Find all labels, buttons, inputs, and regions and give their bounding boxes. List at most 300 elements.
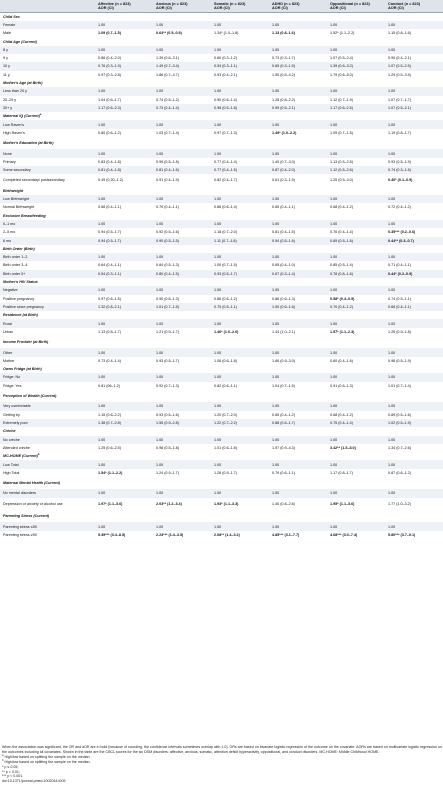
value-cell: 3.42** (1.5–8.0): [327, 444, 385, 452]
table-row: [0, 129, 443, 137]
section-label: Birth Order (Birth): [0, 245, 443, 253]
footnote-a: $^a$ High/low based on splitting the sample on the median.: [2, 754, 91, 760]
table-row: [0, 489, 443, 497]
value-cell: 0.68 (0.4–1.2): [327, 411, 385, 419]
value-cell: 0.90 (0.5–1.5): [153, 237, 211, 245]
value-cell: 1.40 (0.8–2.6): [269, 498, 327, 510]
value-cell: 0.44* (0.2–0.9): [385, 270, 443, 278]
value-cell: 0.93 (0.5–1.6): [153, 411, 211, 419]
value-cell: 1.44 (1.0–2.1): [269, 328, 327, 336]
row-label: Getting by: [0, 411, 95, 419]
value-cell: 0.65 (0.4–1.0): [269, 261, 327, 269]
value-cell: 0.99 (0.5–2.1): [269, 104, 327, 112]
row-label: No mental disorders: [0, 489, 95, 497]
value-cell: 1.00: [153, 286, 211, 294]
value-cell: 1.49 (0.7–3.4): [153, 62, 211, 70]
value-cell: 1.00: [95, 46, 153, 54]
section-header: [0, 187, 443, 195]
table-row: [0, 158, 443, 166]
row-label: Less than 20 y: [0, 87, 95, 95]
row-label: Depression or anxiety or alcohol use: [0, 498, 95, 510]
table-row: [0, 253, 443, 261]
row-label: High Raven's: [0, 129, 95, 137]
value-cell: 0.65 (0.4–1.1): [269, 203, 327, 211]
value-cell: 0.91 (0.4–1.9): [153, 174, 211, 186]
value-cell: 1.26 (0.9–1.7): [211, 469, 269, 477]
value-cell: 0.84 (0.5–1.3): [153, 261, 211, 269]
value-cell: 1.00: [327, 149, 385, 157]
value-cell: 1.00 (0.7–1.5): [211, 261, 269, 269]
row-label: Low Birthweight: [0, 195, 95, 203]
row-label: Male: [0, 29, 95, 37]
value-cell: 0.68 (0.4–1.1): [385, 303, 443, 311]
value-cell: 0.73 (0.3–1.7): [269, 54, 327, 62]
value-cell: 0.70 (0.4–1.2): [327, 303, 385, 311]
value-cell: 1.00: [385, 522, 443, 530]
value-cell: 0.86 (0.6–1.2): [211, 295, 269, 303]
value-cell: 1.00: [153, 436, 211, 444]
value-cell: 0.81 (0.4–1.8): [95, 166, 153, 174]
value-cell: 1.00: [385, 21, 443, 29]
value-cell: 1.04 (0.7–1.5): [269, 382, 327, 390]
value-cell: 1.00: [211, 21, 269, 29]
value-cell: 0.93 (0.4–2.1): [211, 71, 269, 79]
table-row: [0, 237, 443, 245]
doi-text: doi:10.1371/journal.pmed.1002044.t005: [2, 778, 66, 783]
value-cell: 1.11 (0.7–1.8): [211, 237, 269, 245]
value-cell: 1.00: [211, 195, 269, 203]
value-cell: 1.00: [385, 253, 443, 261]
value-cell: 0.83 (0.4–1.8): [95, 158, 153, 166]
table-row: [0, 228, 443, 236]
value-cell: 0.73 (0.4–1.4): [95, 357, 153, 365]
value-cell: 0.60 (0.3–1.2): [211, 54, 269, 62]
value-cell: 1.00: [211, 253, 269, 261]
value-cell: 1.19 (0.8–1.7): [385, 129, 443, 137]
value-cell: 0.99 (0.5–1.8): [153, 158, 211, 166]
value-cell: 1.17 (0.8–1.7): [327, 469, 385, 477]
value-cell: 1.00: [211, 489, 269, 497]
value-cell: 1.26 (0.9–1.8): [385, 328, 443, 336]
value-cell: 1.00: [211, 286, 269, 294]
value-cell: 0.76 (0.4–1.4): [327, 228, 385, 236]
table-row: [0, 531, 443, 539]
value-cell: 0.91 (0.6–1.3): [327, 382, 385, 390]
row-label: Completed secondary/ postsecondary: [0, 174, 95, 186]
value-cell: 1.00: [95, 220, 153, 228]
value-cell: 0.61 (0.3–1.5): [269, 174, 327, 186]
value-cell: 1.00: [327, 120, 385, 128]
footnote-b: $^b$ High/low based on splitting the sample on the median.: [2, 758, 91, 765]
value-cell: 1.00: [269, 286, 327, 294]
row-label: Fridge: Yes: [0, 382, 95, 390]
value-cell: 1.00: [327, 253, 385, 261]
value-cell: 1.01 (0.7–1.4): [385, 382, 443, 390]
value-cell: 1.00: [95, 195, 153, 203]
footnote-main: When the association was significant, the OR and aOR are in bold (because of rounding, the confidence intervals sometimes overlap with 1.0). ORs are based on bivariate logistic regression of the outcome on the covariate. AORs are based on multivariate logistic regression on the outcomes including all covariates. Shown in the table are the CBCL scores for the six DSM disorders: affective, anxious, somatic, attention deficit hyperactivity, oppositional, and conduct disorders. MC-HOME: Middle Childhood HOME.: [2, 745, 442, 754]
value-cell: 1.00: [385, 373, 443, 381]
table-row: [0, 71, 443, 79]
value-cell: 0.75 (0.5–1.1): [211, 303, 269, 311]
table-row: [0, 104, 443, 112]
table-row: [0, 29, 443, 37]
table-row: [0, 261, 443, 269]
value-cell: 0.81 (06–1.2): [95, 382, 153, 390]
row-label: Extremely poor: [0, 419, 95, 427]
value-cell: 1.00: [95, 402, 153, 410]
table-row: [0, 174, 443, 186]
value-cell: 0.94 (0.5–1.7): [95, 237, 153, 245]
table-row: [0, 286, 443, 294]
value-cell: 1.00: [327, 348, 385, 356]
table-row: [0, 469, 443, 477]
value-cell: 1.00: [95, 373, 153, 381]
value-cell: 0.58* (0.4–0.9): [327, 295, 385, 303]
row-label: No crèche: [0, 436, 95, 444]
value-cell: 1.00: [153, 489, 211, 497]
table-row: [0, 96, 443, 104]
value-cell: 1.00: [95, 436, 153, 444]
row-label: High Total: [0, 469, 95, 477]
value-cell: 0.94 (0.5–1.6): [269, 237, 327, 245]
value-cell: 1.15 (0.6–2.2): [95, 411, 153, 419]
value-cell: 1.12 (0.7–1.9): [327, 96, 385, 104]
value-cell: 1.00: [327, 319, 385, 327]
section-label: Maternal Mental Health (Current): [0, 477, 443, 489]
section-header: [0, 427, 443, 435]
value-cell: 0.81 (0.4–1.5): [269, 228, 327, 236]
table-row: [0, 62, 443, 70]
value-cell: 1.04 (0.6–1.7): [95, 96, 153, 104]
row-label: 2–5 mo: [0, 228, 95, 236]
value-cell: 1.00: [95, 460, 153, 468]
value-cell: 1.00: [211, 220, 269, 228]
row-label: Mother: [0, 357, 95, 365]
value-cell: 1.40 (0.7–3.0): [269, 158, 327, 166]
value-cell: 1.00: [327, 436, 385, 444]
header-cell-5: Oppositional (n = 823) AOR (CI): [327, 0, 385, 12]
value-cell: 1.12 (0.5–2.6): [327, 166, 385, 174]
value-cell: 1.00: [211, 87, 269, 95]
value-cell: 0.40* (0.1–0.9): [385, 174, 443, 186]
table-row: [0, 419, 443, 427]
value-cell: 0.80 (0.6–1.2): [95, 129, 153, 137]
value-cell: 1.32 (0.8–2.1): [95, 303, 153, 311]
value-cell: 1.00: [95, 319, 153, 327]
section-header: [0, 336, 443, 348]
value-cell: 1.00: [269, 460, 327, 468]
table-row: [0, 87, 443, 95]
value-cell: 0.66 (0.4–1.1): [95, 203, 153, 211]
row-label: 10 y: [0, 62, 95, 70]
value-cell: 0.90 (0.6–1.4): [211, 96, 269, 104]
value-cell: 1.93* (1.1–3.3): [211, 498, 269, 510]
value-cell: 1.00: [211, 348, 269, 356]
row-label: Attended crèche: [0, 444, 95, 452]
value-cell: 1.00: [153, 373, 211, 381]
value-cell: 0.75 (0.4–1.4): [327, 419, 385, 427]
value-cell: 1.49* (1.0–2.2): [269, 129, 327, 137]
value-cell: 1.00: [269, 348, 327, 356]
table-row: [0, 382, 443, 390]
table-row: [0, 444, 443, 452]
value-cell: 0.82 (0.6–1.1): [211, 382, 269, 390]
row-label: 6 mo: [0, 237, 95, 245]
value-cell: 1.95* (1.1–3.6): [327, 498, 385, 510]
value-cell: 0.87 (0.6–1.2): [385, 469, 443, 477]
section-label: Perception of Wealth (Current): [0, 390, 443, 402]
value-cell: 1.17 (0.6–2.5): [327, 104, 385, 112]
value-cell: 0.93 (0.5–1.7): [153, 357, 211, 365]
row-label: Birth order 1–2: [0, 253, 95, 261]
value-cell: 0.86 (0.4–2.0): [95, 54, 153, 62]
value-cell: 0.74 (0.3–1.6): [385, 166, 443, 174]
value-cell: 0.97 (0.3–2.8): [95, 71, 153, 79]
value-cell: 1.00: [153, 522, 211, 530]
row-label: 11 y: [0, 71, 95, 79]
value-cell: 1.00: [211, 522, 269, 530]
section-label: Child Sex: [0, 12, 443, 21]
value-cell: 1.13 (0.8–1.6): [269, 29, 327, 37]
value-cell: 1.00: [95, 253, 153, 261]
row-label: Positive since pregnancy: [0, 303, 95, 311]
value-cell: 1.00: [153, 348, 211, 356]
footnote-p3: *** p < 0.001.: [2, 774, 24, 779]
value-cell: 1.00: [269, 522, 327, 530]
value-cell: 1.00: [153, 149, 211, 157]
section-header: [0, 212, 443, 220]
value-cell: 0.88 (0.6–1.4): [211, 203, 269, 211]
value-cell: 1.00: [269, 373, 327, 381]
value-cell: 0.93 (0.5–1.7): [211, 270, 269, 278]
table-row: [0, 21, 443, 29]
value-cell: 1.00: [327, 402, 385, 410]
row-label: 8 y: [0, 46, 95, 54]
value-cell: 1.00: [385, 149, 443, 157]
value-cell: 0.65 (0.3–1.5): [269, 62, 327, 70]
value-cell: 0.90 (0.6–1.3): [153, 295, 211, 303]
value-cell: 1.00: [153, 21, 211, 29]
value-cell: 1.00: [95, 286, 153, 294]
table-footnotes: [0, 745, 443, 784]
row-label: Very comfortable: [0, 402, 95, 410]
value-cell: 1.39 (0.6–3.2): [327, 62, 385, 70]
header-cell-1: Affective (n = 823) AOR (CI): [95, 0, 153, 12]
value-cell: 0.89 (0.5–1.6): [327, 237, 385, 245]
section-header: [0, 390, 443, 402]
section-label: Mother's Education (at Birth): [0, 137, 443, 149]
value-cell: 1.24 (0.9–1.7): [153, 469, 211, 477]
value-cell: 1.00: [385, 46, 443, 54]
value-cell: 1.20 (0.7–2.0): [211, 411, 269, 419]
value-cell: 1.00: [211, 373, 269, 381]
table-row: [0, 149, 443, 157]
table-row: [0, 522, 443, 530]
row-label: 30+ y: [0, 104, 95, 112]
value-cell: 1.77 (1.0–3.2): [385, 498, 443, 510]
value-cell: 0.89 (0.5–1.6): [385, 411, 443, 419]
value-cell: 0.88 (0.5–1.7): [269, 419, 327, 427]
section-header: [0, 278, 443, 286]
value-cell: 0.98 (0.5–1.9): [385, 357, 443, 365]
section-header: [0, 311, 443, 319]
row-label: Other: [0, 348, 95, 356]
section-header: [0, 452, 443, 460]
value-cell: 0.44** (0.3–0.7): [385, 237, 443, 245]
value-cell: 0.81 (0.4–1.6): [153, 166, 211, 174]
value-cell: 1.34* (1.0–1.8): [211, 29, 269, 37]
value-cell: 1.01 (0.7–1.5): [153, 303, 211, 311]
value-cell: 1.07 (0.5–2.5): [385, 62, 443, 70]
row-label: Urban: [0, 328, 95, 336]
value-cell: 0.74 (0.5–1.1): [385, 295, 443, 303]
value-cell: 1.00: [153, 87, 211, 95]
value-cell: 1.97 (0.9–4.3): [269, 444, 327, 452]
value-cell: 0.74 (0.5–1.2): [153, 96, 211, 104]
value-cell: 1.21 (0.9–1.7): [153, 328, 211, 336]
value-cell: 1.00: [327, 195, 385, 203]
value-cell: 1.00: [95, 149, 153, 157]
value-cell: 4.68*** (3.0–7.4): [327, 531, 385, 539]
value-cell: 1.00: [153, 460, 211, 468]
value-cell: 1.00: [327, 522, 385, 530]
value-cell: 0.90 (0.4–2.1): [385, 54, 443, 62]
row-label: 20–29 y: [0, 96, 95, 104]
value-cell: 1.79 (0.6–5.0): [327, 71, 385, 79]
value-cell: 1.13 (0.5–2.5): [327, 158, 385, 166]
header-cell-variable: [0, 0, 95, 12]
value-cell: 0.77 (0.4–1.4): [211, 158, 269, 166]
row-label: Female: [0, 21, 95, 29]
table-row: [0, 348, 443, 356]
value-cell: 1.00: [327, 220, 385, 228]
section-header: [0, 112, 443, 120]
value-cell: 1.03 (0.7–1.4): [153, 129, 211, 137]
value-cell: 1.25 (0.5–3.0): [327, 174, 385, 186]
table-row: [0, 220, 443, 228]
value-cell: 1.07 (0.7–1.7): [385, 96, 443, 104]
value-cell: 1.00: [385, 460, 443, 468]
table-row: [0, 166, 443, 174]
value-cell: 1.00: [269, 195, 327, 203]
table-row: [0, 498, 443, 510]
footnote-p1: * p ≤ 0.05;: [2, 764, 19, 769]
row-label: Birth order 5+: [0, 270, 95, 278]
value-cell: 1.00: [269, 87, 327, 95]
value-cell: 1.00: [327, 46, 385, 54]
section-label: Parenting Stress (Current): [0, 510, 443, 522]
table-row: [0, 303, 443, 311]
value-cell: 0.73 (0.4–1.4): [153, 104, 211, 112]
header-cell-6: Conduct (n = 823) AOR (CI): [385, 0, 443, 12]
value-cell: 1.13 (0.8–1.7): [95, 328, 153, 336]
header-cell-3: Somatic (n = 823) AOR (CI): [211, 0, 269, 12]
value-cell: 1.00: [385, 220, 443, 228]
value-cell: 1.97* (1.1–3.6): [95, 498, 153, 510]
row-label: Normal Birthweight: [0, 203, 95, 211]
value-cell: 0.77 (0.4–1.5): [211, 166, 269, 174]
value-cell: 1.18 (0.7–2.0): [211, 228, 269, 236]
row-label: Low Raven's: [0, 120, 95, 128]
value-cell: 0.54 (0.3–1.1): [95, 270, 153, 278]
value-cell: 1.00: [269, 220, 327, 228]
section-label: MC-HOME (Current)$^b$: [0, 452, 443, 460]
header-cell-4: ADHD (n = 823) AOR (CI): [269, 0, 327, 12]
table-row: [0, 436, 443, 444]
value-cell: 1.29 (0.5–3.5): [385, 71, 443, 79]
value-cell: 0.64 (0.4–1.1): [95, 261, 153, 269]
value-cell: 1.38 (0.7–2.8): [95, 419, 153, 427]
value-cell: 1.00: [269, 149, 327, 157]
value-cell: 1.22 (0.7–2.2): [211, 419, 269, 427]
value-cell: 1.00: [153, 253, 211, 261]
value-cell: 1.00: [385, 489, 443, 497]
value-cell: 0.76 (0.3–1.9): [95, 62, 153, 70]
value-cell: 4.85*** (3.1–7.7): [269, 531, 327, 539]
table-row: [0, 373, 443, 381]
value-cell: 0.72 (0.4–1.2): [385, 203, 443, 211]
section-header: [0, 365, 443, 373]
row-label: Some secondary: [0, 166, 95, 174]
value-cell: 1.28 (0.8–2.2): [269, 96, 327, 104]
value-cell: 1.17 (0.6–2.3): [95, 104, 153, 112]
section-label: Child Age (Current): [0, 37, 443, 45]
value-cell: 1.00: [327, 87, 385, 95]
row-label: Low Total: [0, 460, 95, 468]
value-cell: 0.92 (0.5–1.6): [153, 228, 211, 236]
value-cell: 0.79 (0.6–1.1): [269, 469, 327, 477]
value-cell: 1.39 (0.6–3.1): [153, 54, 211, 62]
value-cell: 1.00: [211, 319, 269, 327]
value-cell: 1.00: [269, 120, 327, 128]
value-cell: 1.00: [95, 120, 153, 128]
value-cell: 1.00: [153, 120, 211, 128]
table-row: [0, 460, 443, 468]
value-cell: 1.00: [211, 46, 269, 54]
value-cell: 1.00: [269, 21, 327, 29]
value-cell: 1.07 (0.5–2.4): [327, 54, 385, 62]
value-cell: 1.00: [211, 120, 269, 128]
value-cell: 1.86 (0.7–4.7): [153, 71, 211, 79]
value-cell: 1.00: [327, 489, 385, 497]
value-cell: 1.00: [385, 436, 443, 444]
value-cell: 5.80*** (3.7–9.1): [385, 531, 443, 539]
value-cell: 1.66 (0.9–3.0): [269, 357, 327, 365]
table-row: [0, 54, 443, 62]
value-cell: 1.00: [269, 489, 327, 497]
value-cell: 1.00: [327, 460, 385, 468]
value-cell: 1.00: [385, 286, 443, 294]
value-cell: 1.00: [153, 319, 211, 327]
value-cell: 1.00: [269, 46, 327, 54]
value-cell: 1.00: [269, 253, 327, 261]
value-cell: 5.39*** (3.4–8.5): [95, 531, 153, 539]
value-cell: 0.97 (0.6–1.5): [95, 295, 153, 303]
row-label: Rural: [0, 319, 95, 327]
value-cell: 0.64** (0.5–0.9): [153, 29, 211, 37]
value-cell: 1.57* (1.1–2.3): [327, 328, 385, 336]
value-cell: 1.50 (0.5–4.2): [269, 71, 327, 79]
table-row: [0, 270, 443, 278]
value-cell: 0.70 (0.4–1.1): [153, 203, 211, 211]
value-cell: 0.98 (0.5–1.8): [153, 444, 211, 452]
value-cell: 1.00: [153, 46, 211, 54]
value-cell: 1.00: [153, 195, 211, 203]
value-cell: 0.65 (0.4–1.2): [269, 411, 327, 419]
value-cell: 1.00: [153, 402, 211, 410]
section-header: [0, 245, 443, 253]
value-cell: 2.08** (1.4–3.2): [211, 531, 269, 539]
